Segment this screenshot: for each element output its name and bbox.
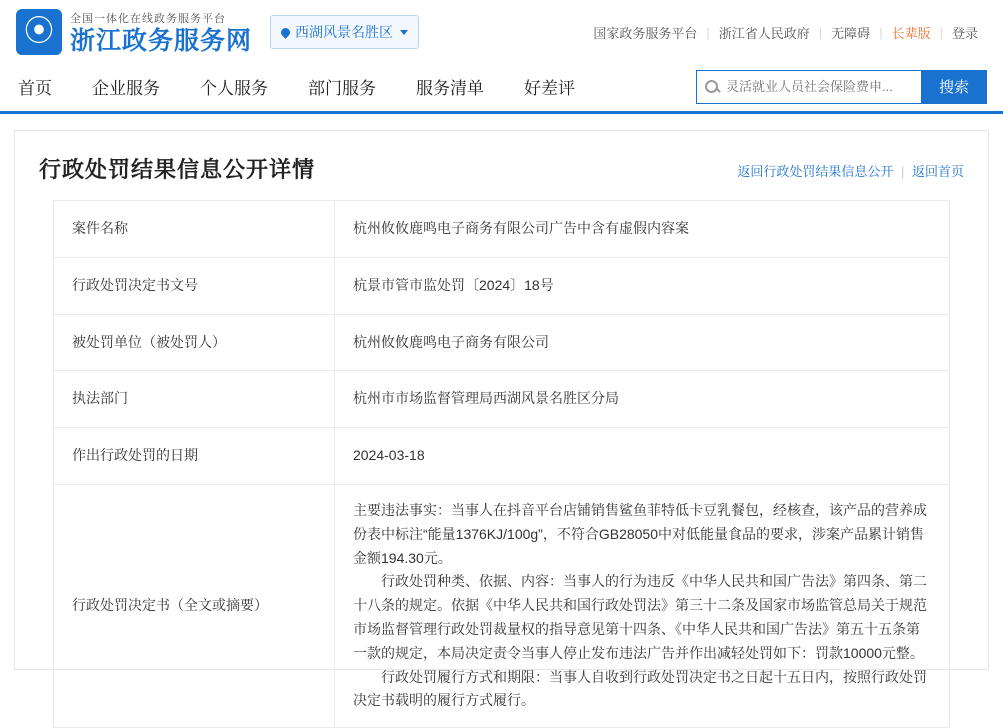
row-value-case-name: 杭州攸攸鹿鸣电子商务有限公司广告中含有虚假内容案	[335, 201, 950, 258]
table-row	[54, 201, 950, 258]
logo-subtitle: 全国一体化在线政务服务平台	[70, 12, 226, 25]
utility-link-2[interactable]: 无障碍	[831, 25, 871, 41]
back-to-home-link[interactable]: 返回首页	[911, 164, 964, 179]
location-pin-icon	[279, 26, 292, 39]
site-logo[interactable]	[16, 9, 252, 55]
divider: |	[818, 24, 823, 40]
utility-link-0[interactable]: 国家政务服务平台	[593, 25, 698, 41]
decision-paragraph-1: 主要违法事实：当事人在抖音平台店铺销售鲨鱼菲特低卡豆乳餐包，经核查，该产品的营养成份表中标注“能量1376KJ/100g”，不符合GB28050中对低能量食品的要求，涉案产品累计销售金额194.30元。	[353, 501, 927, 566]
divider: |	[900, 164, 905, 179]
utility-link-elder-version[interactable]: 长辈版	[891, 25, 931, 41]
utility-link-1[interactable]: 浙江省人民政府	[718, 25, 810, 41]
row-value-punished-entity: 杭州攸攸鹿鸣电子商务有限公司	[335, 314, 950, 371]
row-label-case-name: 案件名称	[54, 201, 335, 258]
search-icon	[705, 80, 718, 93]
table-row	[54, 257, 950, 314]
detail-card	[14, 130, 989, 709]
row-value-doc-number: 杭景市管市监处罚〔2024〕18号	[335, 257, 950, 314]
page-title: 行政处罚结果信息公开详情	[39, 157, 316, 182]
nav-item-department[interactable]: 部门服务	[308, 79, 376, 98]
row-value-decision-date: 2024-03-18	[335, 428, 950, 485]
site-header	[0, 0, 1003, 62]
detail-card-header	[15, 131, 988, 200]
table-row	[54, 314, 950, 371]
search-box[interactable]	[696, 70, 921, 104]
logo-icon	[16, 9, 62, 55]
region-label: 西湖风景名胜区	[295, 24, 394, 40]
table-row	[54, 484, 950, 727]
decision-paragraph-3: 行政处罚履行方式和期限：当事人自收到行政处罚决定书之日起十五日内，按照行政处罚决定书载明的履行方式履行。	[353, 668, 927, 709]
nav-item-personal[interactable]: 个人服务	[200, 79, 268, 98]
logo-swirl-glyph: ⦿	[24, 14, 54, 49]
chevron-down-icon	[400, 30, 408, 35]
row-label-decision-date: 作出行政处罚的日期	[54, 428, 335, 485]
utility-link-login[interactable]: 登录	[951, 25, 978, 41]
divider: |	[879, 24, 883, 40]
logo-title: 浙江政务服务网	[70, 26, 253, 55]
row-value-decision-text	[335, 484, 950, 727]
logo-text	[70, 10, 252, 54]
region-selector[interactable]	[270, 15, 419, 49]
nav-item-reviews[interactable]: 好差评	[524, 79, 575, 98]
utility-links	[584, 23, 987, 42]
row-value-enforcement-dept: 杭州市市场监督管理局西湖风景名胜区分局	[335, 371, 950, 428]
divider: |	[706, 24, 710, 40]
detail-table	[53, 200, 950, 728]
row-label-doc-number: 行政处罚决定书文号	[54, 257, 335, 314]
search-input[interactable]	[724, 78, 913, 95]
decision-paragraph-2: 行政处罚种类、依据、内容：当事人的行为违反《中华人民共和国广告法》第四条、第二十八条的规定。依据《中华人民共和国行政处罚法》第三十二条及国家市场监管总局关于规范市场监督管理行政处罚裁量权的指导意见第十四条、《中华人民共和国广告法》第五十五条第一款的规定，本局决定责令当事人停止发布违法广告并作出减轻处罚如下：罚款10000元整。	[353, 573, 927, 661]
search-area	[696, 70, 987, 104]
nav-item-enterprise[interactable]: 企业服务	[92, 79, 160, 98]
row-label-enforcement-dept: 执法部门	[54, 371, 335, 428]
back-to-list-link[interactable]: 返回行政处罚结果信息公开	[737, 164, 894, 179]
divider: |	[939, 24, 943, 40]
main-nav	[0, 62, 1003, 114]
page-links	[737, 161, 964, 184]
nav-item-service-list[interactable]: 服务清单	[416, 79, 484, 98]
nav-item-home[interactable]: 首页	[18, 79, 52, 98]
row-label-decision-text: 行政处罚决定书（全文或摘要）	[54, 484, 335, 727]
table-row	[54, 371, 950, 428]
row-label-punished-entity: 被处罚单位（被处罚人）	[54, 314, 335, 371]
search-button[interactable]: 搜索	[921, 70, 987, 104]
table-row	[54, 428, 950, 485]
